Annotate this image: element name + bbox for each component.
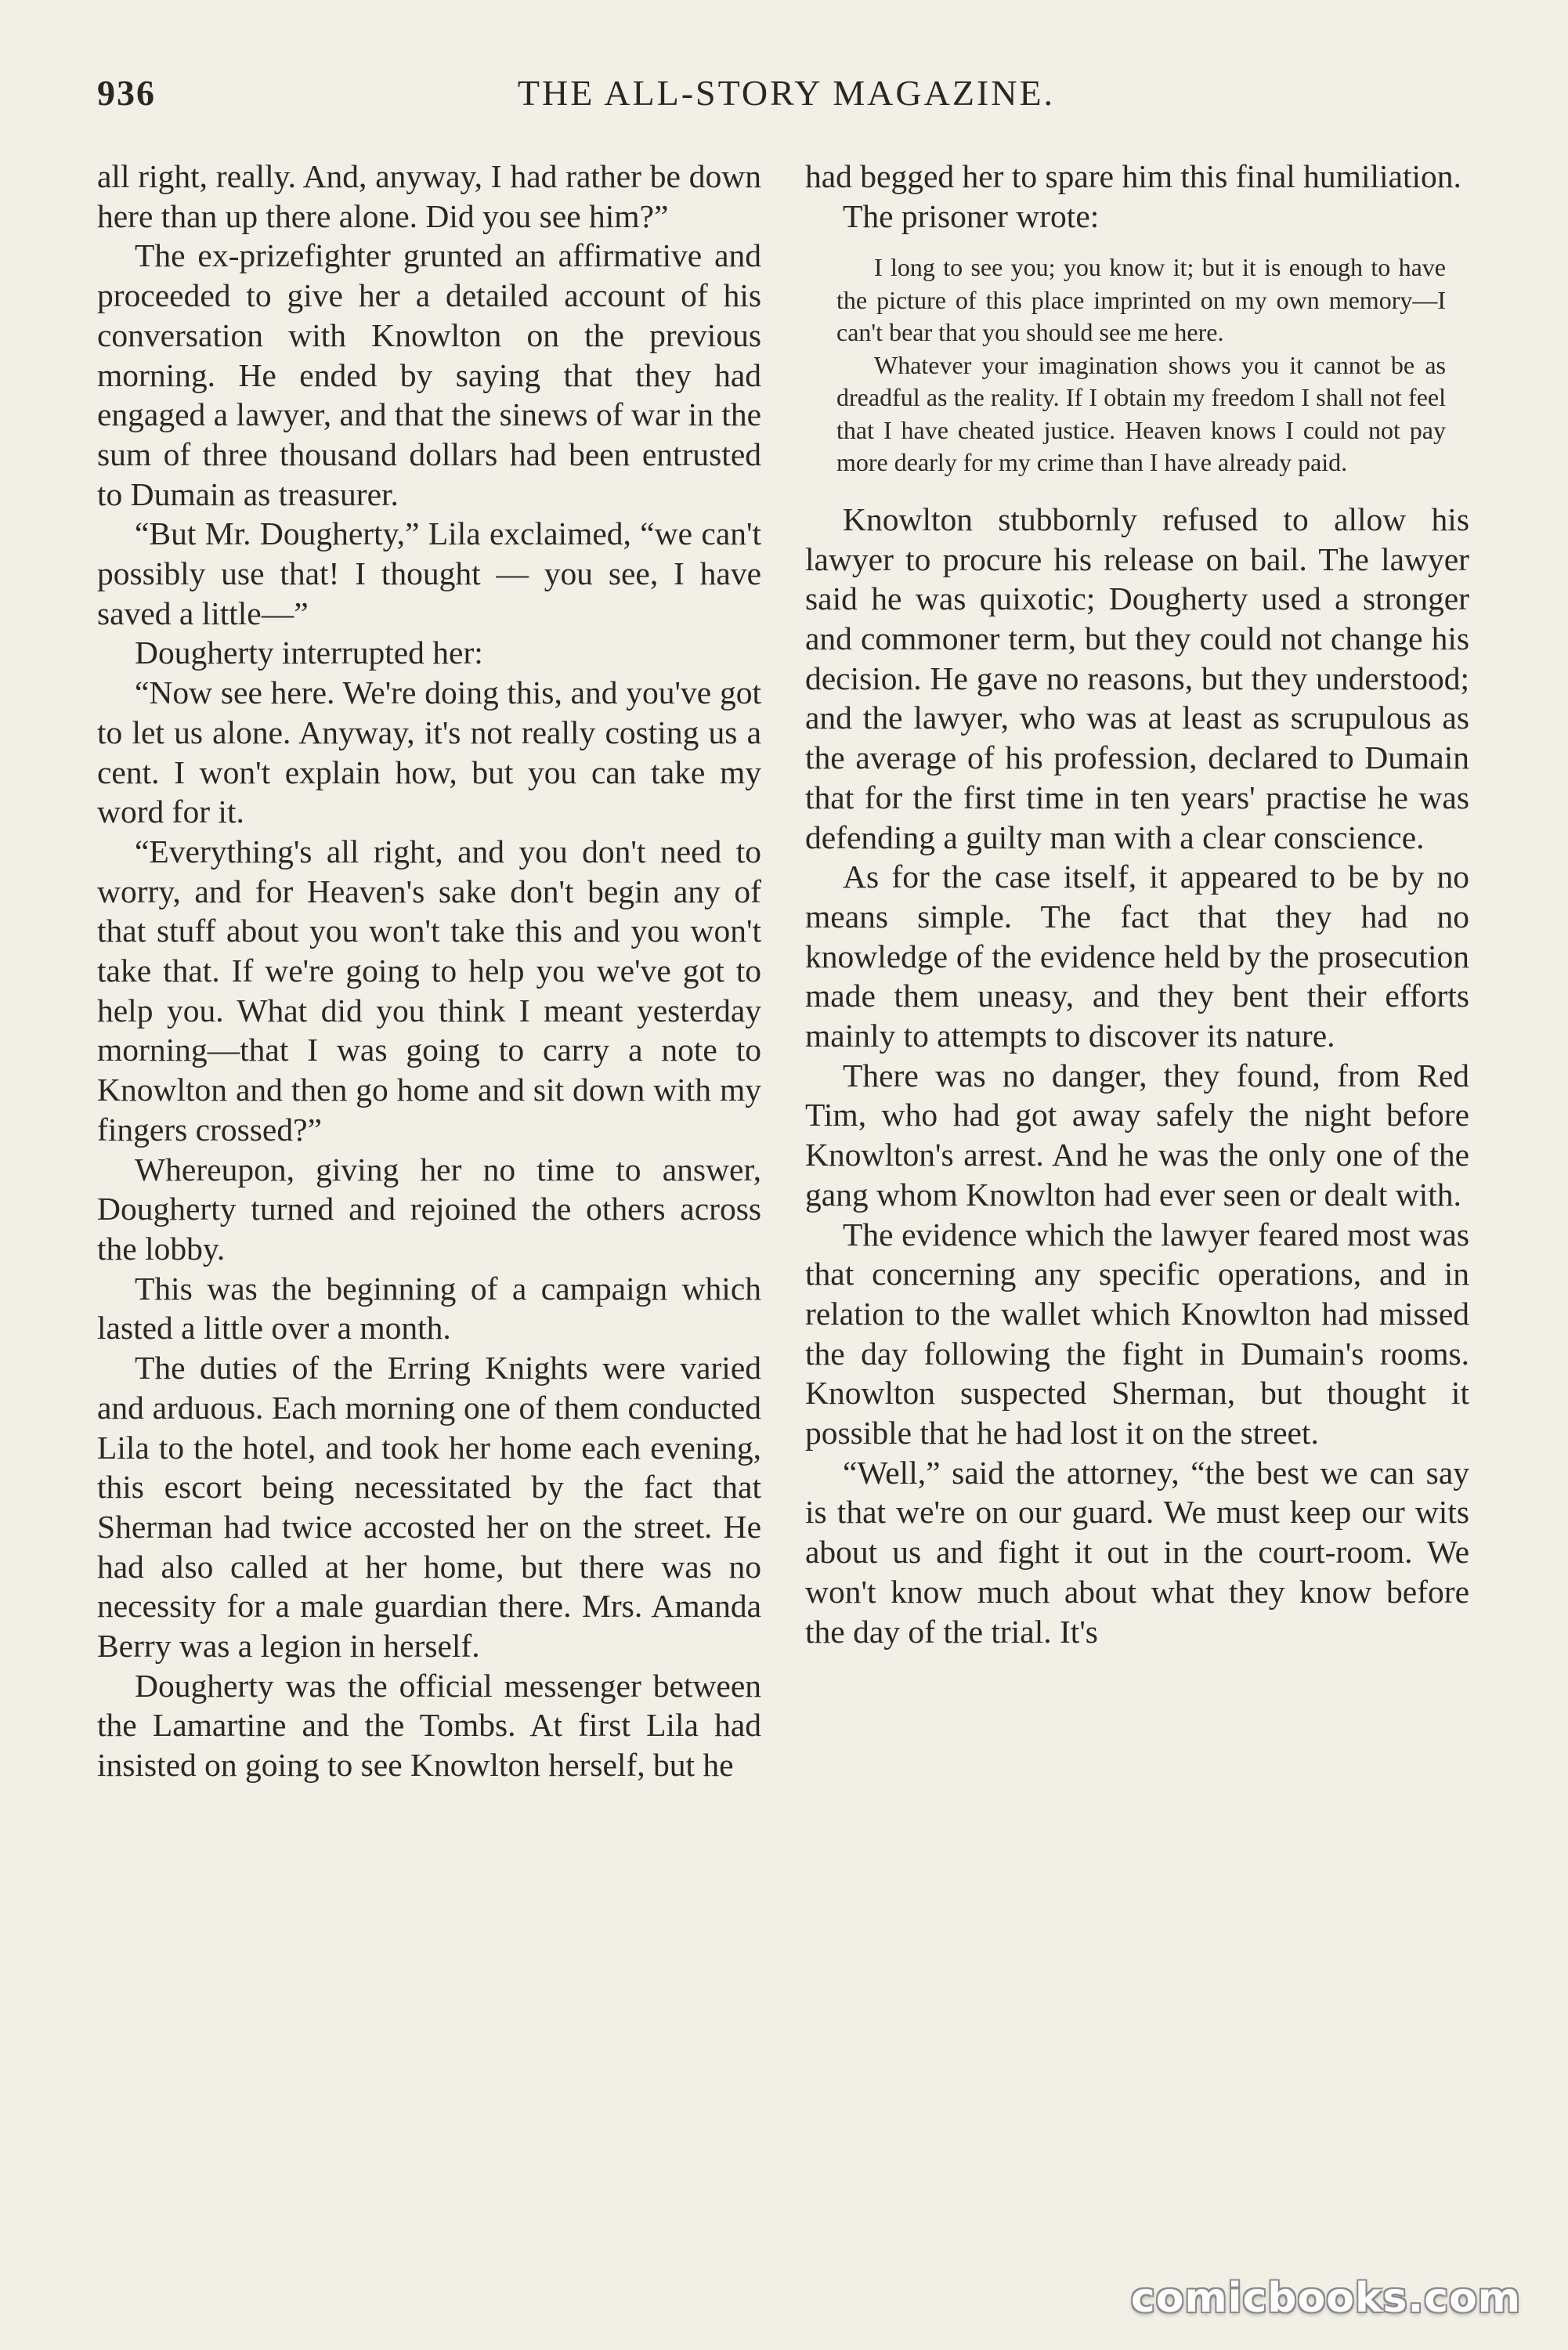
paragraph: This was the beginning of a campaign which lasted a little over a month. bbox=[97, 1270, 761, 1347]
letter-paragraph: I long to see you; you know it; but it is enough to have the picture of this place imprinted on my own memory—I can't bear that you should see me here. bbox=[836, 253, 1446, 347]
paragraph: “Well,” said the attorney, “the best we can say is that we're on our guard. We must keep our wits about us and fight it out in the court-room. We won't know much about what they know before the day of the trial. It's bbox=[805, 1454, 1469, 1650]
paragraph: Knowlton stubbornly refused to allow his lawyer to procure his release on bail. The lawyer said he was quixotic; Dougherty used a stronger and commoner term, but they could not change his decision. He gave no reasons, but they understood; and the lawyer, who was at least as scrupulous as the average of his profession, declared to Dumain that for the first time in ten years' practise he was defending a guilty man with a clear conscience. bbox=[805, 501, 1469, 855]
paragraph: all right, really. And, anyway, I had rather be down here than up there alone. Did you see him?” bbox=[97, 158, 761, 234]
running-head bbox=[97, 72, 1476, 127]
paragraph: “Everything's all right, and you don't need to worry, and for Heaven's sake don't begin any of that stuff about you won't take this and you won't take that. If we're going to help you we've got to help you. What did you think I meant yesterday morning—that I was going to carry a note to Knowlton and then go home and sit down with my fingers crossed?” bbox=[97, 833, 761, 1148]
prisoner-letter bbox=[836, 251, 1446, 479]
left-column bbox=[97, 157, 761, 1785]
paragraph: The prisoner wrote: bbox=[843, 197, 1100, 234]
paragraph: As for the case itself, it appeared to be by no means simple. The fact that they had no knowledge of the evidence held by the prosecution made them uneasy, and they bent their efforts mainly to attempts to discover its nature. bbox=[805, 859, 1469, 1054]
paragraph: The duties of the Erring Knights were varied and arduous. Each morning one of them conducted Lila to the hotel, and took her home each evening, this escort being necessitated by the fact that Sherman had twice accosted her on the street. He had also called at her home, but there was no necessity for a male guardian there. Mrs. Amanda Berry was a legion in herself. bbox=[97, 1350, 761, 1665]
paragraph: Dougherty was the official messenger between the Lamartine and the Tombs. At first Lila had insisted on going to see Knowlton herself, but he bbox=[97, 1667, 761, 1784]
paragraph: The ex-prizefighter grunted an affirmative and proceeded to give her a detailed account of his conversation with Knowlton on the previous morning. He ended by saying that they had engaged a lawyer, and that the sinews of war in the sum of three thousand dollars had been entrusted to Dumain as treasurer. bbox=[97, 237, 761, 512]
paragraph: “But Mr. Dougherty,” Lila exclaimed, “we can't possibly use that! I thought — you see, I have saved a little—” bbox=[97, 515, 761, 631]
paragraph: Whereupon, giving her no time to answer, Dougherty turned and rejoined the others across the lobby. bbox=[97, 1151, 761, 1267]
paragraph: Dougherty interrupted her: bbox=[135, 634, 483, 671]
paragraph: There was no danger, they found, from Red Tim, who had got away safely the night before Knowlton's arrest. And he was the only one of the gang whom Knowlton had ever seen or dealt with. bbox=[805, 1057, 1469, 1213]
page-number: 936 bbox=[97, 73, 156, 113]
paragraph: had begged her to spare him this final humiliation. bbox=[805, 158, 1461, 194]
letter-paragraph: Whatever your imagination shows you it cannot be as dreadful as the reality. If I obtain my freedom I shall not feel that I have cheated justice. Heaven knows I could not pay more dearly for my crime than I have already paid. bbox=[836, 350, 1446, 477]
paragraph: The evidence which the lawyer feared most was that concerning any specific operations, and in relation to the wallet which Knowlton had missed the day following the fight in Dumain's rooms. Knowlton suspected Sherman, but thought it possible that he had lost it on the street. bbox=[805, 1216, 1469, 1452]
right-column bbox=[805, 157, 1469, 1651]
paragraph: “Now see here. We're doing this, and you've got to let us alone. Anyway, it's not really costing us a cent. I won't explain how, but you can take my word for it. bbox=[97, 674, 761, 830]
watermark: comicbooks.com bbox=[1130, 2275, 1521, 2322]
magazine-title: THE ALL-STORY MAGAZINE. bbox=[517, 73, 1056, 113]
